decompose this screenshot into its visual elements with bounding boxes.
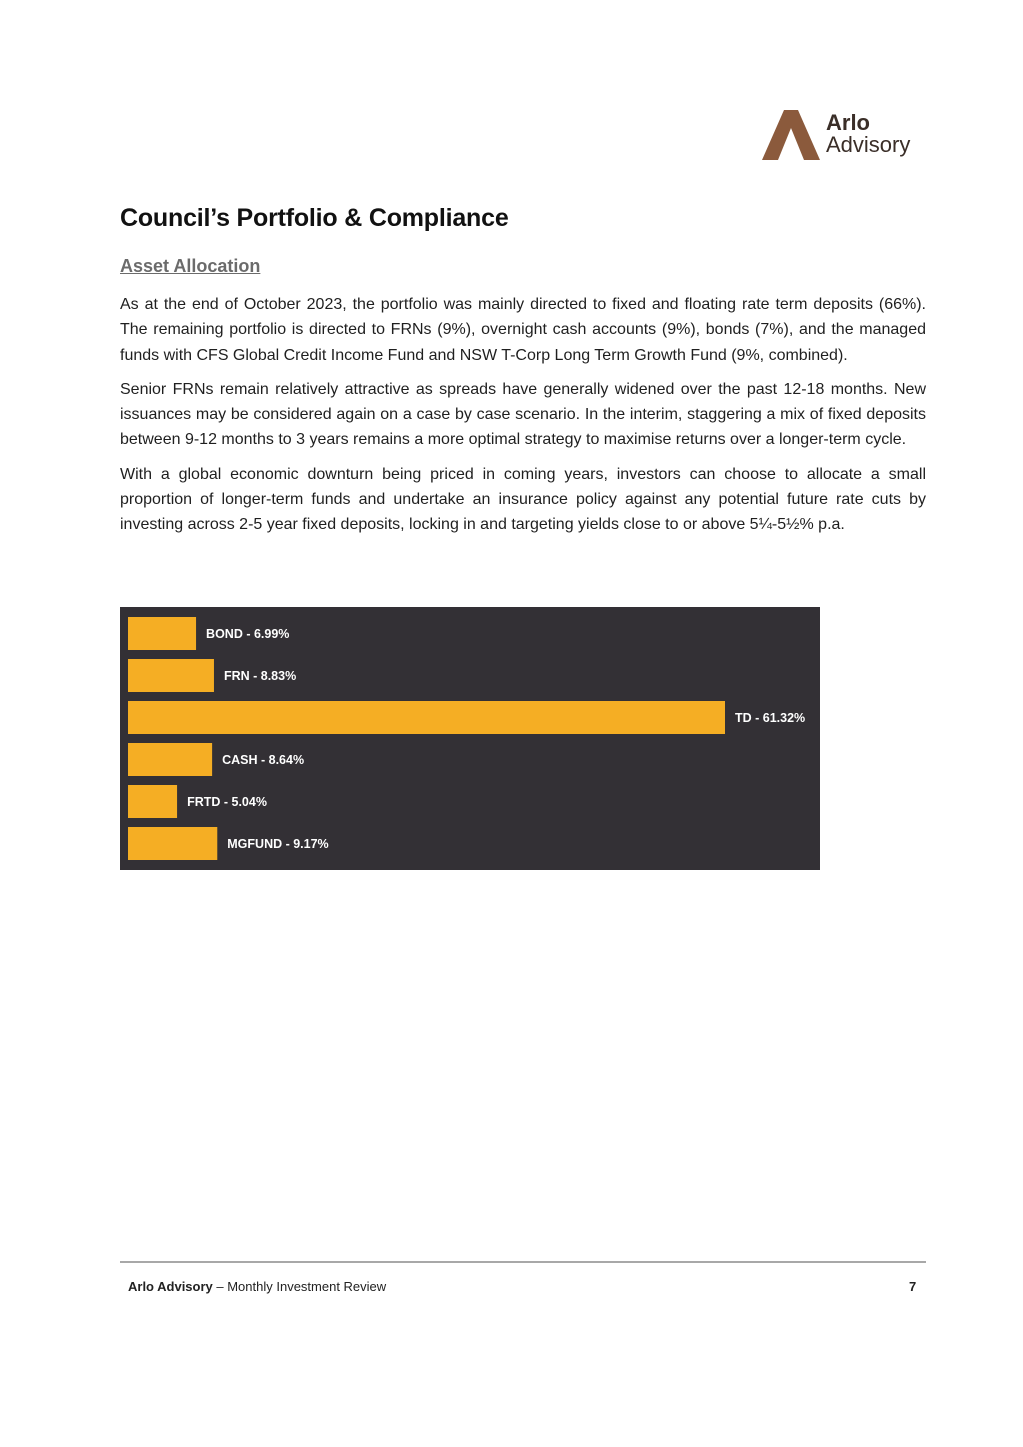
bar-cash [128, 743, 212, 776]
bar-label-cash: CASH - 8.64% [222, 753, 305, 767]
arlo-logo-icon [760, 108, 824, 164]
paragraph-3: With a global economic downturn being priced in coming years, investors can choose to allocate a small proportion of longer-term funds and undertake an insurance policy against any potential future rate cuts by investing across 2-5 year fixed deposits, locking in and targeting yields close to or above 5¼-5½% p.a. [120, 465, 926, 534]
bar-label-frn: FRN - 8.83% [223, 669, 297, 683]
bar-label-td: TD - 61.32% [735, 711, 806, 725]
chart-svg [120, 607, 820, 870]
company-logo [760, 108, 930, 164]
bar-label-bond: BOND - 6.99% [206, 627, 290, 641]
bar-bond [128, 617, 196, 650]
bar-td [128, 701, 725, 734]
asset-allocation-chart [120, 607, 820, 870]
paragraph-1: As at the end of October 2023, the portfolio was mainly directed to fixed and floating rate term deposits (66%). The remaining portfolio is directed to FRNs (9%), overnight cash accounts (9%), bonds (7%), and the managed funds with CFS Global Credit Income Fund and NSW T-Corp Long Term Growth Fund (9%, combined). [120, 296, 926, 364]
logo-text-line1: Arlo [826, 110, 870, 135]
bar-label-frtd: FRTD - 5.04% [187, 795, 267, 809]
footer-subtitle: – Monthly Investment Review [212, 1279, 387, 1294]
page-number: 7 [909, 1279, 917, 1294]
footer-title [128, 1279, 386, 1294]
body-text [120, 292, 926, 547]
bar-frtd [128, 785, 177, 818]
section-heading: Asset Allocation [120, 256, 261, 276]
logo-text-line2: Advisory [826, 132, 911, 157]
bar-frn [128, 659, 214, 692]
bar-mgfund [128, 827, 217, 860]
paragraph-2: Senior FRNs remain relatively attractive as spreads have generally widened over the past 12-18 months. New issuances may be considered again on a case by case scenario. In the interim, staggering a mix of fixed deposits between 9-12 months to 3 years remains a more optimal strategy to maximise returns over a longer-term cycle. [120, 380, 926, 449]
bar-label-mgfund: MGFUND - 9.17% [227, 837, 329, 851]
footer-brand: Arlo Advisory [128, 1279, 213, 1294]
page-title: Council’s Portfolio & Compliance [120, 204, 509, 232]
footer-divider [120, 1261, 926, 1263]
